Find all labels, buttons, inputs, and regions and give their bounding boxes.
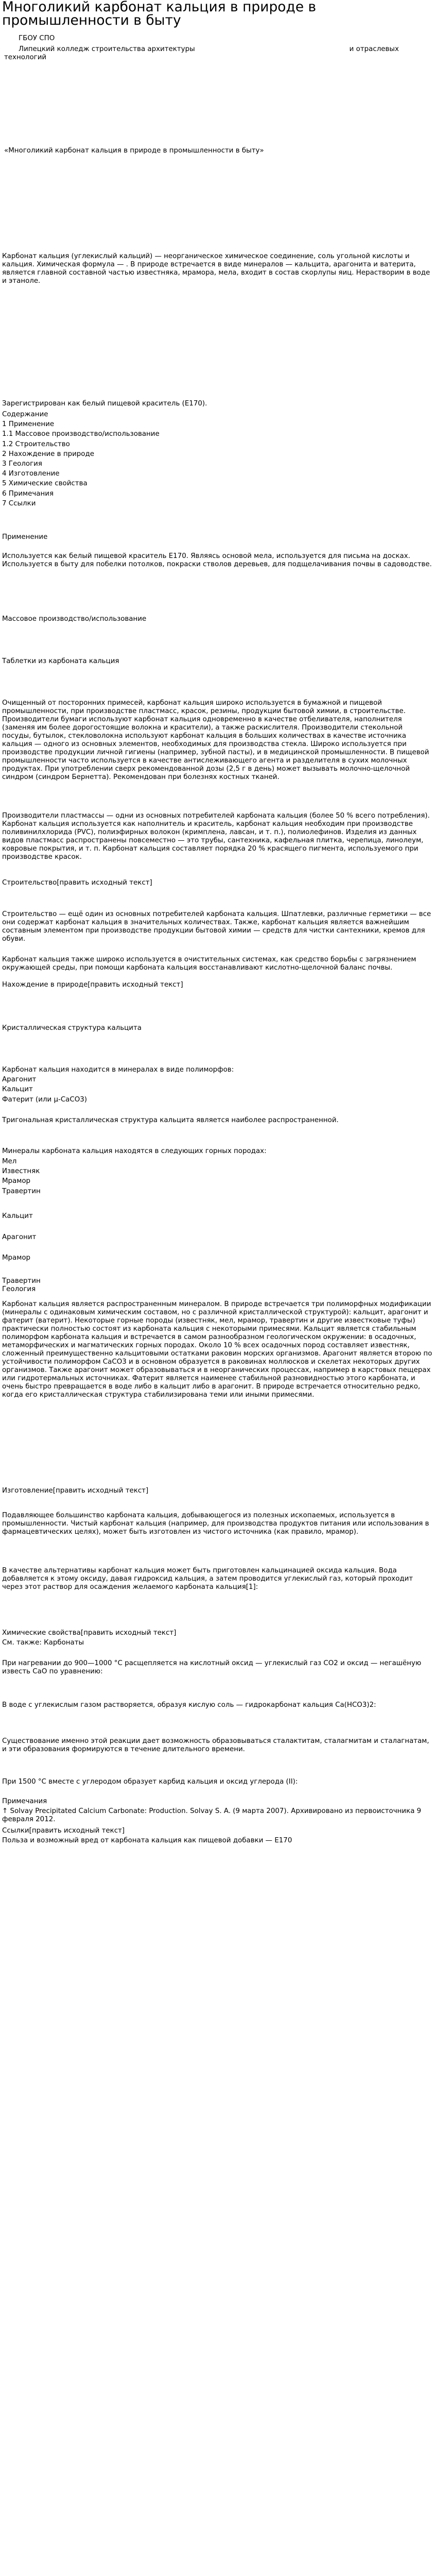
toc-item-notes[interactable]: 6 Примечания [2, 490, 54, 498]
mineral-marble-label: Мрамор [2, 1254, 31, 1262]
mineral-travertine-label: Травертин [2, 1277, 41, 1285]
construction-paragraph-1: Строительство — ещё один из основных потребителей карбоната кальция. Шпатлевки, различные герметики — все они содержат карбонат кальция в значительных количествах. Также, карбонат кальция является важнейшим составным элементом при производстве продукции бытовой химии — средств для чистки сантехники, кремов для обуви. [2, 910, 431, 943]
topic-line: «Многоликий карбонат кальция в природе в промышленности в быту» [4, 147, 264, 155]
polymorph-aragonite: Арагонит [2, 1076, 37, 1083]
chemistry-paragraph-decomposition: При нагревании до 900—1000 °C расщепляется на кислотный оксид — углекислый газ CO2 и оксид — негашёную известь CaO по уравнению: [2, 1659, 422, 1675]
toc-item-chemistry[interactable]: 5 Химические свойства [2, 480, 88, 487]
polymorph-vaterite: Фатерит (или μ-CaCO3) [2, 1096, 88, 1104]
toc-item-application[interactable]: 1 Применение [2, 420, 55, 428]
trigonal-note: Тригональная кристаллическая структура кальцита является наиболее распространенной. [2, 1116, 339, 1124]
chemistry-paragraph-carbide: При 1500 °C вместе с углеродом образует карбид кальция и оксид углерода (II): [2, 1778, 298, 1786]
image-caption-calcite-structure: Кристаллическая структура кальцита [2, 1024, 142, 1032]
see-also-carbonates-link[interactable]: См. также: Карбонаты [2, 1639, 84, 1647]
rock-chalk: Мел [2, 1158, 17, 1165]
mineral-calcite-label: Кальцит [2, 1212, 33, 1220]
section-heading-application: Применение [2, 533, 48, 541]
institution-line-2: Липецкий колледж строительства архитектуры и отраслевых [19, 45, 399, 53]
toc-item-mass-production[interactable]: 1.1 Массовое производство/использование [2, 430, 160, 438]
mass-production-paragraph-1: Очищенный от посторонних примесей, карбонат кальция широко используется в бумажной и пищевой промышленности, при производстве пластмасс, красок, резины, продукции бытовой химии, в строительстве. Производители бумаги используют карбонат кальция одновременно в качестве отбеливателя, наполнителя (заменяя им более дорогостоящие волокна и красители), а также раскислителя. Производители стекольной посуды, бутылок, стекловолокна используют карбонат кальция в больших количествах в качестве источника кальция — одного из основных элементов, необходимых для производства стекла. Широко используется при производстве продукции личной гигиены (например, зубной пасты), и в медицинской промышленности. В пищевой промышленности часто используется в качестве антислеживающего агента и разделителя в сухих молочных продуктах. При употреблении сверх рекомендованной дозы (2,5 г в день) может вызывать молочно-щелочной синдром (синдром Бернетта). Рекомендован при болезнях костных тканей. [2, 699, 429, 781]
edit-link-nature[interactable]: Нахождение в природе[править исходный текст] [2, 981, 183, 989]
section-heading-mass-production: Массовое производство/использование [2, 615, 147, 623]
polymorphs-intro: Карбонат кальция находится в минералах в виде полиморфов: [2, 1066, 234, 1074]
institution-line-3: технологий [4, 54, 47, 61]
mass-production-paragraph-2: Производители пластмассы — одни из основных потребителей карбоната кальция (более 50 % всего потребления). Карбонат кальция используется как наполнитель и краситель, карбонат кальция необходим при производстве поливинилхлорида (PVC), полиэфирных волокон (кримпленa, лавсан, и т. п.), полиолефинов. Изделия из данных видов пластмасс распространены повсеместно — это трубы, сантехника, кафельная плитка, черепица, линолеум, ковровые покрытия, и т. п. Карбонат кальция составляет порядка 20 % красящего пигмента, используемого при производстве красок. [2, 812, 430, 861]
construction-paragraph-2: Карбонат кальция также широко используется в очистительных системах, как средство борьбы с загрязнением окружающей среды, при помощи карбоната кальция восстанавливают кислотно-щелочной баланс почвы. [2, 956, 416, 972]
rock-marble: Мрамор [2, 1177, 31, 1185]
toc-heading: Содержание [2, 411, 48, 418]
chemistry-paragraph-stalactites: Существование именно этой реакции дает возможность образовываться сталактитам, сталагмитам и сталагнатам, и эти образования формируются в течение длительного времени. [2, 1737, 429, 1753]
external-link-e170[interactable]: Польза и возможный вред от карбоната кальция как пищевой добавки — E170 [2, 1837, 292, 1844]
rock-travertine: Травертин [2, 1188, 41, 1195]
toc-item-manufacturing[interactable]: 4 Изготовление [2, 470, 60, 478]
section-heading-geology: Геология [2, 1285, 36, 1293]
image-caption-tablets: Таблетки из карбоната кальция [2, 657, 119, 665]
edit-link-construction[interactable]: Строительство[править исходный текст] [2, 879, 152, 887]
toc-item-links[interactable]: 7 Ссылки [2, 500, 36, 507]
document-title: Многоликий карбонат кальция в природе в промышленности в быту [2, 0, 317, 28]
application-paragraph: Используется как белый пищевой краситель E170. Являясь основой мела, используется для письма на досках. Используется в быту для побелки потолков, покраски стволов деревьев, для подщелачивания почвы в садоводстве. [2, 552, 432, 568]
manufacturing-paragraph-2: В качестве альтернативы карбонат кальция может быть приготовлен кальцинацией оксида кальция. Вода добавляется к этому оксиду, давая гидроксид кальция, а затем проводится углекислый газ, который проходит через этот раствор для осаждения желаемого карбоната кальция[1]: [2, 1567, 413, 1591]
section-heading-notes: Примечания [2, 1798, 47, 1805]
edit-link-manufacturing[interactable]: Изготовление[править исходный текст] [2, 1487, 149, 1495]
mineral-aragonite-label: Арагонит [2, 1233, 37, 1241]
manufacturing-paragraph-1: Подавляющее большинство карбоната кальция, добывающегося из полезных ископаемых, используется в промышленности. Чистый карбонат кальция (например, для производства продуктов питания или использования в фармацевтических целях), может быть изготовлен из чистого источника (как правило, мрамор). [2, 1512, 429, 1536]
edit-link-links[interactable]: Ссылки[править исходный текст] [2, 1827, 125, 1835]
e170-note: Зарегистрирован как белый пищевой краситель (E170). [2, 400, 207, 408]
edit-link-chemistry[interactable]: Химические свойства[править исходный текст] [2, 1629, 177, 1637]
chemistry-paragraph-dissolution: В воде с углекислым газом растворяется, образуя кислую соль — гидрокарбонат кальция Ca(HCO3)2: [2, 1701, 376, 1709]
institution-line-1: ГБОУ СПО [19, 35, 55, 42]
minerals-intro: Минералы карбоната кальция находятся в следующих горных породах: [2, 1147, 267, 1155]
polymorph-calcite: Кальцит [2, 1086, 33, 1093]
note-1: ↑ Solvay Precipitated Calcium Carbonate: Production. Solvay S. A. (9 марта 2007). Архивировано из первоисточника 9 февраля 2012. [2, 1807, 422, 1823]
geology-paragraph: Карбонат кальция является распространенным минералом. В природе встречается три полиморфных модификации (минералы с одинаковым химическим составом, но с различной кристаллической структурой): кальцит, арагонит и фатерит (ватерит). Некоторые горные породы (известняк, мел, мрамор, травертин и другие известковые туфы) практически полностью состоят из карбоната кальция с некоторыми примесями. Кальцит является стабильным полиморфом карбоната кальция и встречается в самом разнообразном геологическом окружении: в осадочных, метаморфических и магматических горных породах. Около 10 % всех осадочных пород составляет известняк, сложенный преимущественно кальцитовыми остатками раковин морских организмов. Арагонит является второю по устойчивости полиморфом CaCO3 и в основном образуется в раковинах моллюсков и скелетах некоторых других организмов. Также арагонит может образовываться и в неорганических процессах, например в карстовых пещерах или гидротермальных источниках. Фатерит является наименее стабильной разновидностью этого карбоната, и очень быстро превращается в воде либо в кальцит либо в арагонит. В природе встречается относительно редко, когда его кристаллическая структура стабилизирована теми или иными примесями. [2, 1300, 432, 1399]
toc-item-construction[interactable]: 1.2 Строительство [2, 440, 70, 448]
intro-paragraph: Карбонат кальция (углекислый кальций) — неорганическое химическое соединение, соль угольной кислоты и кальция. Химическая формула — . В природе встречается в виде минералов — кальцита, арагонита и ватерита, является главной составной частью известняка, мрамора, мела, входит в состав скорлупы яиц. Нерастворим в воде и этаноле. [2, 252, 430, 285]
toc-item-nature[interactable]: 2 Нахождение в природе [2, 450, 94, 458]
rock-limestone: Известняк [2, 1167, 40, 1175]
toc-item-geology[interactable]: 3 Геология [2, 460, 42, 468]
